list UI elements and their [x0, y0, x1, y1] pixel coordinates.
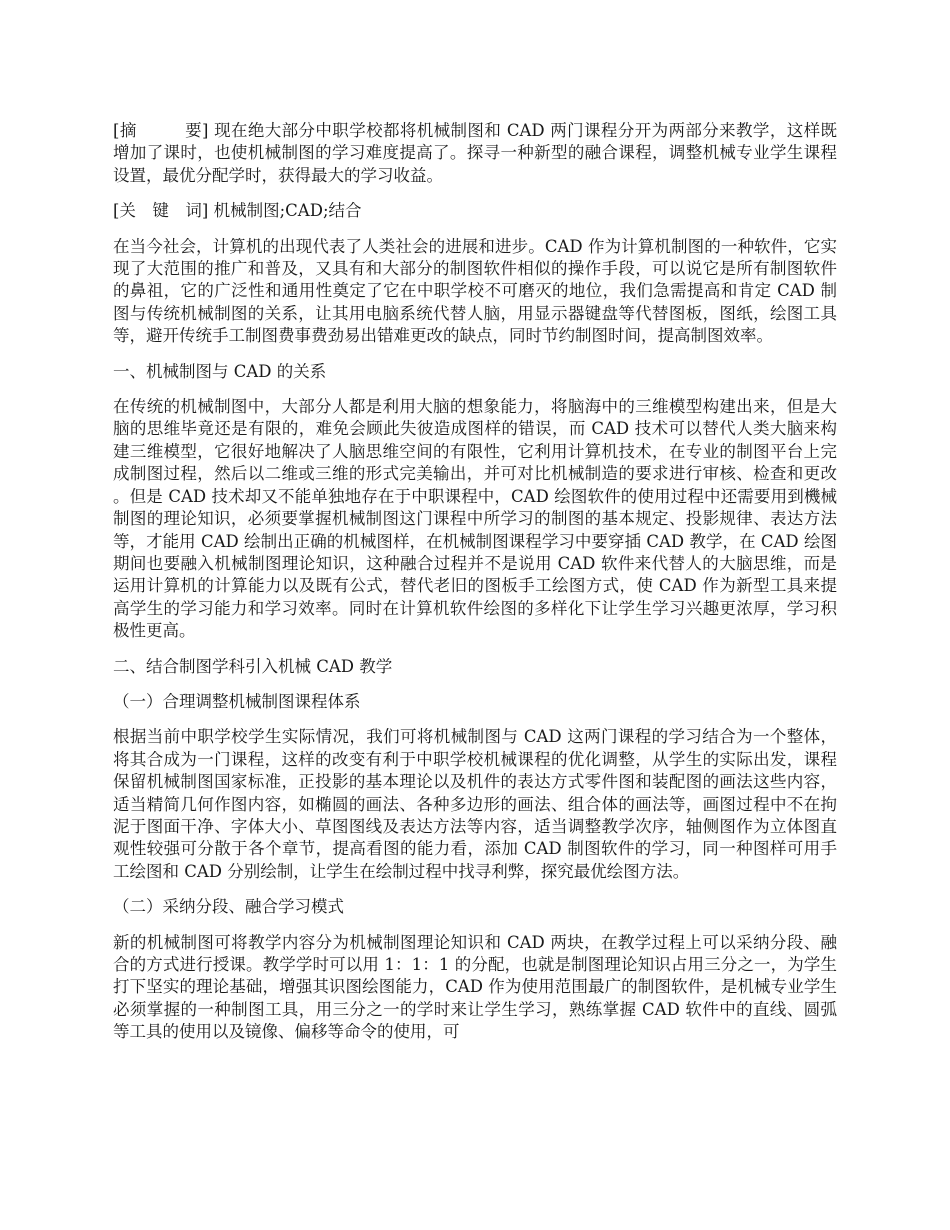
abstract-paragraph: [113, 120, 837, 187]
section2-sub2-body: 新的机械制图可将教学内容分为机械制图理论知识和 CAD 两块，在教学过程上可以采纳分段、融合的方式进行授课。教学学时可以用 1：1：1 的分配，也就是制图理论知识占用三分之一，为学生打下坚实的理论基础，增强其识图绘图能力，CAD 作为使用范围最广的制图软件，是机械专业学生必须掌握的一种制图工具，用三分之一的学时来让学生学习，熟练掌握 CAD 软件中的直线、圆弧等工具的使用以及镜像、偏移等命令的使用，可: [113, 932, 837, 1042]
intro-paragraph: 在当今社会，计算机的出现代表了人类社会的进展和进步。CAD 作为计算机制图的一种软件，它实现了大范围的推广和普及，又具有和大部分的制图软件相似的操作手段，可以说它是所有制图软件的鼻祖，它的广泛性和通用性奠定了它在中职学校不可磨灭的地位，我们急需提高和肯定 CAD 制图与传统机械制图的关系，让其用电脑系统代替人脑，用显示器键盘等代替图板，图纸，绘图工具等，避开传统手工制图费事费劲易出错难更改的缺点，同时节约制图时间，提高制图效率。: [113, 236, 837, 346]
section2-heading: 二、结合制图学科引入机械 CAD 教学: [113, 656, 393, 676]
abstract-label-open: [摘: [113, 121, 137, 140]
section1-heading: 一、机械制图与 CAD 的关系: [113, 361, 327, 381]
document-page: [113, 120, 837, 1057]
section2-sub2-heading: （二）采纳分段、融合学习模式: [113, 897, 344, 917]
abstract-text: 现在绝大部分中职学校都将机械制图和 CAD 两门课程分开为两部分来教学，这样既增加了课时，也使机械制图的学习难度提高了。探寻一种新型的融合课程，调整机械专业学生课程设置，最优分配学时，获得最大的学习收益。: [113, 121, 837, 185]
section2-sub1-heading: （一）合理调整机械制图课程体系: [113, 691, 361, 711]
section1-body: 在传统的机械制图中，大部分人都是利用大脑的想象能力，将脑海中的三维模型构建出来，但是大脑的思维毕竟还是有限的，难免会顾此失彼造成图样的错误，而 CAD 技术可以替代人类大脑来构建三维模型，它很好地解决了人脑思维空间的有限性，它利用计算机技术，在专业的制图平台上完成制图过程，然后以二维或三维的形式完美输出，并可对比机械制造的要求进行审核、检查和更改。但是 CAD 技术却又不能单独地存在于中职课程中，CAD 绘图软件的使用过程中还需要用到機械制图的理论知识，必须要掌握机械制图这门课程中所学习的制图的基本规定、投影规律、表达方法等，才能用 CAD 绘制出正确的机械图样，在机械制图课程学习中要穿插 CAD 教学，在 CAD 绘图期间也要融入机械制图理论知识，这种融合过程并不是说用 CAD 软件来代替人的大脑思维，而是运用计算机的计算能力以及既有公式，替代老旧的图板手工绘图方式，使 CAD 作为新型工具来提高学生的学习能力和学习效率。同时在计算机软件绘图的多样化下让学生学习兴趣更浓厚，学习积极性更高。: [113, 397, 837, 641]
keywords-paragraph: [113, 200, 837, 222]
keywords-text: 机械制图;CAD;结合: [213, 201, 362, 221]
section2-sub1-body: 根据当前中职学校学生实际情况，我们可将机械制图与 CAD 这两门课程的学习结合为一个整体，将其合成为一门课程，这样的改变有利于中职学校机械课程的优化调整，从学生的实际出发，课程保留机械制图国家标准，正投影的基本理论以及机件的表达方式零件图和装配图的画法这些内容，适当精简几何作图内容，如椭圆的画法、各种多边形的画法、组合体的画法等，画图过程中不在拘泥于图面干净、字体大小、草图图线及表达方法等内容，适当调整教学次序，轴侧图作为立体图直观性较强可分散于各个章节，提高看图的能力看，添加 CAD 制图软件的学习，同一种图样可用手工绘图和 CAD 分别绘制，让学生在绘制过程中找寻利弊，探究最优绘图方法。: [113, 727, 837, 881]
abstract-label-close: 要]: [184, 121, 209, 140]
keywords-label: [关 键 词]: [113, 201, 209, 221]
